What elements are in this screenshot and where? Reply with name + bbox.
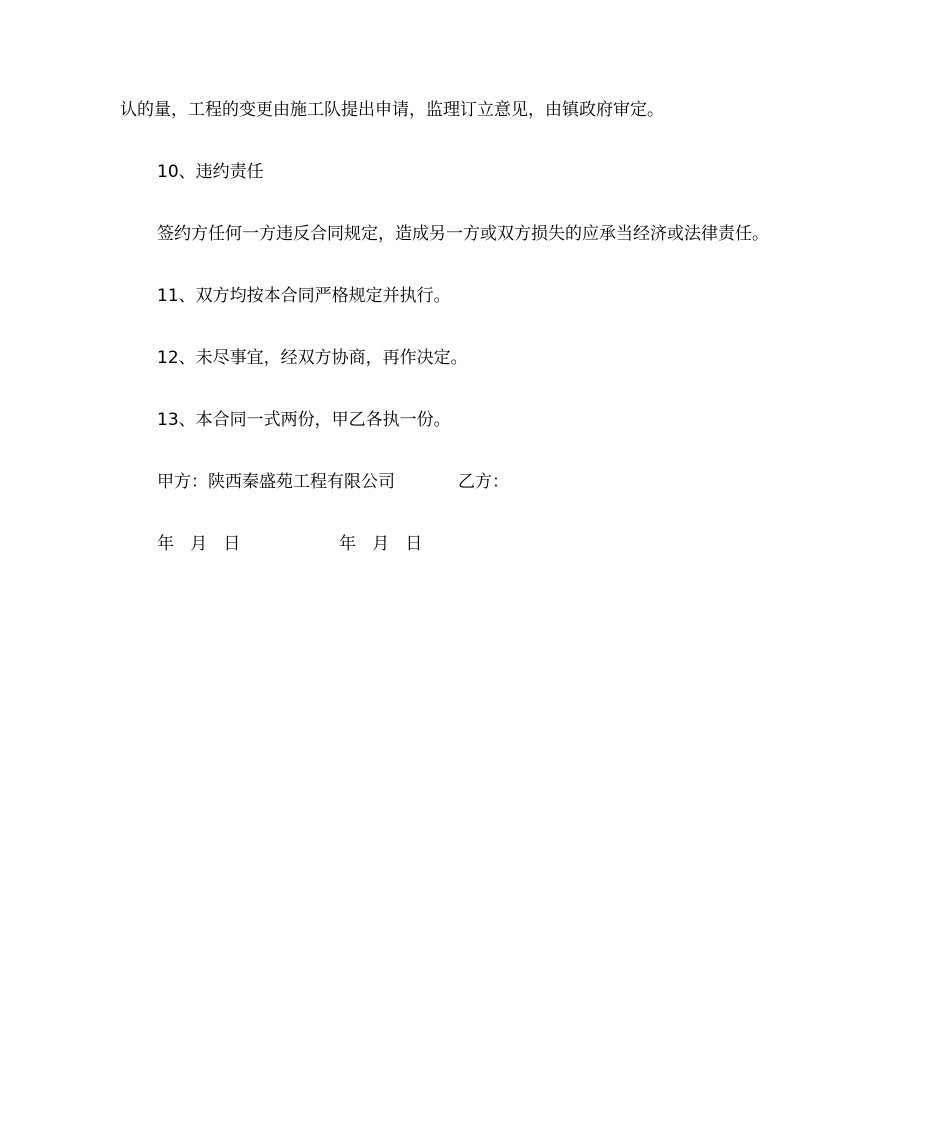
section-heading-breach-liability: 10、违约责任	[157, 162, 264, 182]
party-b-signature: 乙方：	[458, 472, 509, 492]
clause-13: 13、本合同一式两份，甲乙各执一份。	[157, 410, 451, 430]
clause-12: 12、未尽事宜，经双方协商，再作决定。	[157, 348, 468, 368]
clause-11: 11、双方均按本合同严格规定并执行。	[157, 286, 451, 306]
paragraph-breach-liability: 签约方任何一方违反合同规定，造成另一方或双方损失的应承当经济或法律责任。	[157, 224, 769, 244]
paragraph-change-approval: 认的量，工程的变更由施工队提出申请，监理订立意见，由镇政府审定。	[120, 100, 664, 120]
party-b-date: 年 月 日	[339, 534, 423, 554]
party-a-signature: 甲方：陕西秦盛苑工程有限公司	[157, 472, 395, 492]
party-a-date: 年 月 日	[157, 534, 241, 554]
